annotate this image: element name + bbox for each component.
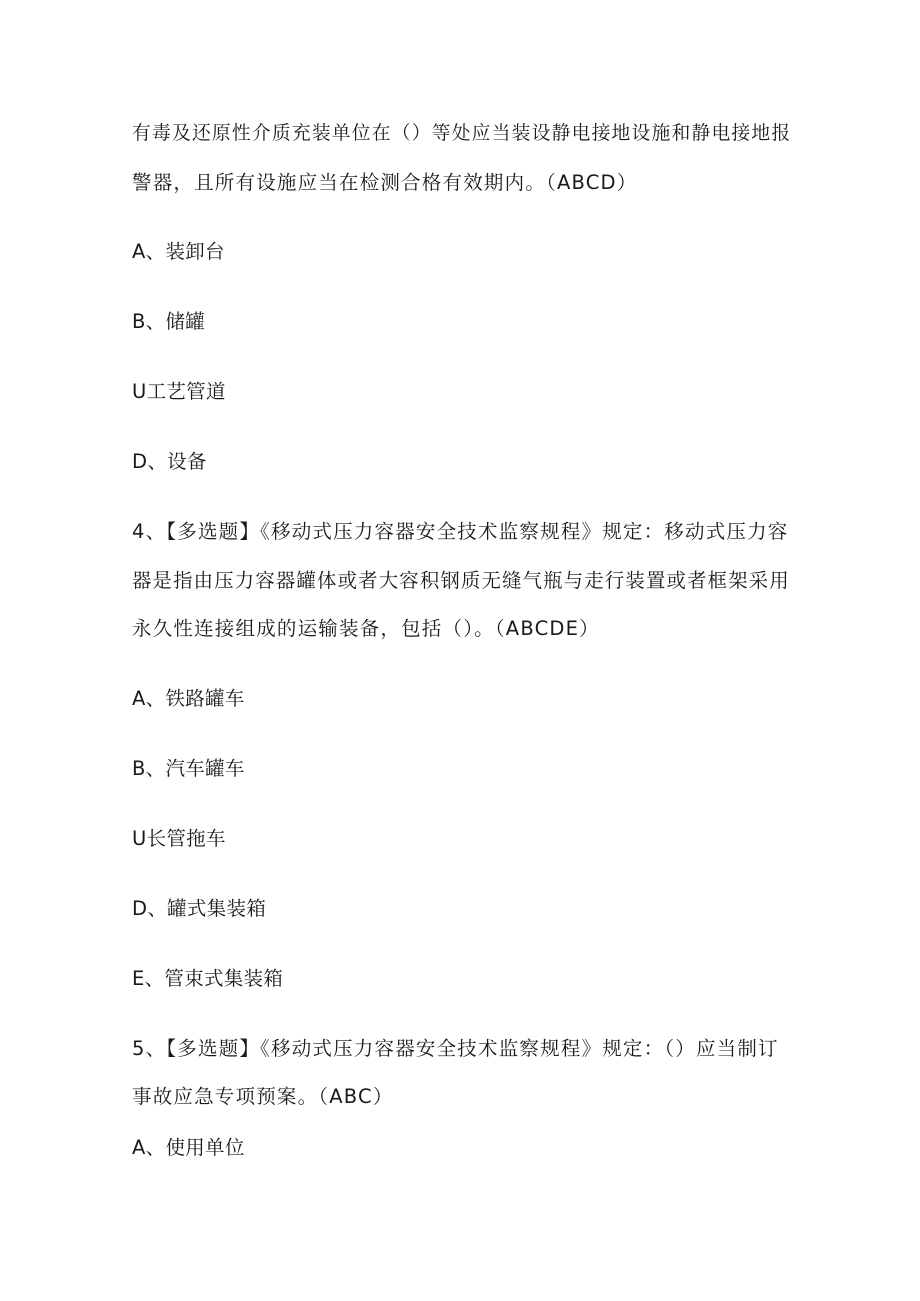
question-3-text-line-1: 有毒及还原性介质充装单位在（）等处应当装设静电接地设施和静电接地报: [132, 123, 792, 144]
question-4-option-d: D、罐式集装箱: [132, 897, 267, 920]
question-4-text-line-2: 器是指由压力容器罐体或者大容积钢质无缝气瓶与走行装置或者框架采用: [132, 569, 790, 592]
question-3-option-b: B、储罐: [132, 310, 206, 333]
question-5-option-a: A、使用单位: [132, 1136, 245, 1159]
question-5-text-line-2: 事故应急专项预案。（ABC）: [132, 1085, 394, 1108]
question-4-option-e: E、管束式集装箱: [132, 967, 284, 990]
question-3-option-a: A、装卸台: [132, 240, 225, 263]
question-4-text-line-1: 4、【多选题】《移动式压力容器安全技术监察规程》规定：移动式压力容: [132, 520, 789, 543]
question-3-option-d: D、设备: [132, 450, 207, 473]
question-5-text-line-1: 5、【多选题】《移动式压力容器安全技术监察规程》规定：（）应当制订: [132, 1037, 779, 1060]
question-4-option-c: U长管拖车: [132, 827, 226, 850]
question-4-option-b: B、汽车罐车: [132, 757, 245, 780]
question-4-text-line-3: 永久性连接组成的运输装备，包括（）。（ABCDE）: [132, 617, 600, 640]
question-4-option-a: A、铁路罐车: [132, 687, 245, 710]
question-3-option-c: U工艺管道: [132, 380, 226, 403]
question-3-text-line-2: 警器，且所有设施应当在检测合格有效期内。（ABCD）: [132, 171, 638, 194]
